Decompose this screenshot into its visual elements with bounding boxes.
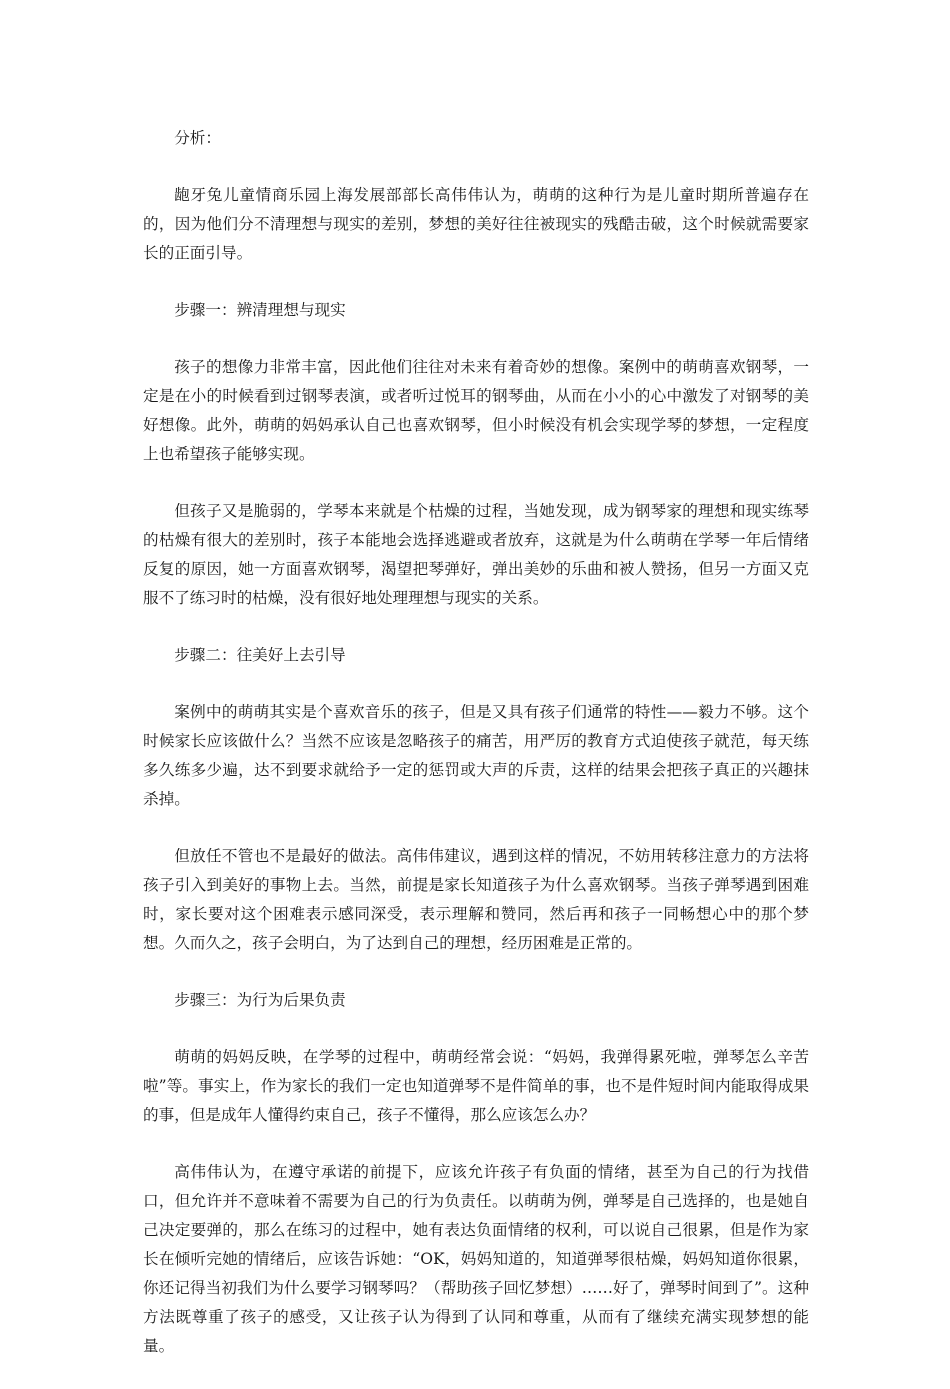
paragraph-mother-report: 萌萌的妈妈反映，在学琴的过程中，萌萌经常会说：“妈妈，我弹得累死啦，弹琴怎么辛苦啦”等。事实上，作为家长的我们一定也知道弹琴不是件简单的事，也不是件短时间内能取得成果的事，但是成年人懂得约束自己，孩子不懂得，那么应该怎么办？ (143, 1048, 809, 1124)
analysis-heading: 分析： (174, 129, 221, 147)
paragraph-intro: 龅牙兔儿童情商乐园上海发展部部长高伟伟认为，萌萌的这种行为是儿童时期所普遍存在的，因为他们分不清理想与现实的差别，梦想的美好往往被现实的残酷击破，这个时候就需要家长的正面引导。 (143, 186, 809, 262)
step-three-heading: 步骤三：为行为后果负责 (174, 991, 346, 1009)
paragraph-music-child: 案例中的萌萌其实是个喜欢音乐的孩子，但是又具有孩子们通常的特性——毅力不够。这个时候家长应该做什么？当然不应该是忽略孩子的痛苦，用严厉的教育方式迫使孩子就范，每天练多久练多少遍，达不到要求就给予一定的惩罚或大声的斥责，这样的结果会把孩子真正的兴趣抹杀掉。 (143, 703, 809, 808)
step-one-heading: 步骤一：辨清理想与现实 (174, 301, 346, 319)
step-two-heading: 步骤二：往美好上去引导 (174, 646, 346, 664)
paragraph-conclusion: 高伟伟认为，在遵守承诺的前提下，应该允许孩子有负面的情绪，甚至为自己的行为找借口，但允许并不意味着不需要为自己的行为负责任。以萌萌为例，弹琴是自己选择的，也是她自己决定要弹的，那么在练习的过程中，她有表达负面情绪的权利，可以说自己很累，但是作为家长在倾听完她的情绪后，应该告诉她：“OK，妈妈知道的，知道弹琴很枯燥，妈妈知道你很累，你还记得当初我们为什么要学习钢琴吗？（帮助孩子回忆梦想）……好了，弹琴时间到了”。这种方法既尊重了孩子的感受，又让孩子认为得到了认同和尊重，从而有了继续充满实现梦想的能量。 (143, 1163, 809, 1355)
document-page (143, 124, 809, 1389)
paragraph-advice: 但放任不管也不是最好的做法。高伟伟建议，遇到这样的情况，不妨用转移注意力的方法将孩子引入到美好的事物上去。当然，前提是家长知道孩子为什么喜欢钢琴。当孩子弹琴遇到困难时，家长要对这个困难表示感同深受，表示理解和赞同，然后再和孩子一同畅想心中的那个梦想。久而久之，孩子会明白，为了达到自己的理想，经历困难是正常的。 (143, 847, 809, 952)
paragraph-fragile: 但孩子又是脆弱的，学琴本来就是个枯燥的过程，当她发现，成为钢琴家的理想和现实练琴的枯燥有很大的差别时，孩子本能地会选择逃避或者放弃，这就是为什么萌萌在学琴一年后情绪反复的原因，她一方面喜欢钢琴，渴望把琴弹好，弹出美妙的乐曲和被人赞扬，但另一方面又克服不了练习时的枯燥，没有很好地处理理想与现实的关系。 (143, 502, 809, 607)
paragraph-imagination: 孩子的想像力非常丰富，因此他们往往对未来有着奇妙的想像。案例中的萌萌喜欢钢琴，一定是在小的时候看到过钢琴表演，或者听过悦耳的钢琴曲，从而在小小的心中激发了对钢琴的美好想像。此外，萌萌的妈妈承认自己也喜欢钢琴，但小时候没有机会实现学琴的梦想，一定程度上也希望孩子能够实现。 (143, 358, 809, 463)
